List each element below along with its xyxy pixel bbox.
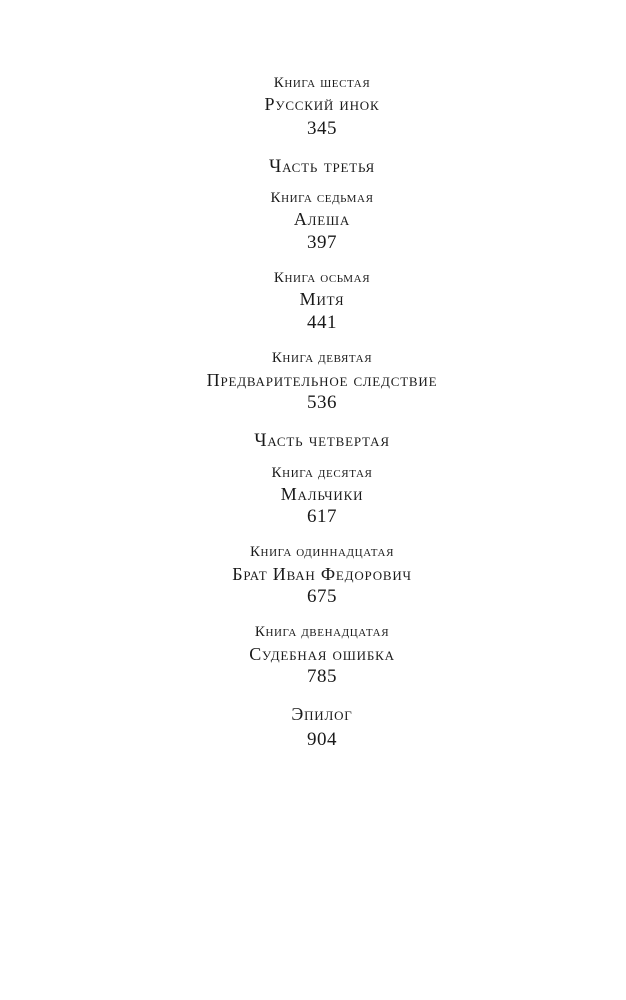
page-number: 785 [307,666,337,687]
book-title: Мальчики [280,484,364,504]
page-number: 904 [307,729,337,750]
book-title: Русский инок [264,94,380,114]
page-number: 617 [307,506,337,527]
book-label: Книга десятая [271,465,373,481]
book-label: Книга седьмая [270,190,374,206]
part-heading: Часть третья [268,156,375,177]
book-title: Предварительное следствие [206,370,438,390]
page-number: 441 [307,312,337,333]
book-title: Брат Иван Федорович [232,564,412,584]
book-title: Алеша [293,209,351,229]
book-label: Книга шестая [273,75,371,91]
book-title: Митя [299,289,345,309]
book-label: Книга двенадцатая [254,624,390,640]
page-number: 345 [307,118,337,139]
book-title: Судебная ошибка [249,644,395,664]
page-number: 536 [307,392,337,413]
book-label: Книга осьмая [273,270,371,286]
part-heading: Часть четвертая [254,430,390,451]
page-number: 675 [307,586,337,607]
epilogue-title: Эпилог [291,704,353,724]
page-number: 397 [307,232,337,253]
book-label: Книга одиннадцатая [249,544,395,560]
book-label: Книга девятая [271,350,373,366]
